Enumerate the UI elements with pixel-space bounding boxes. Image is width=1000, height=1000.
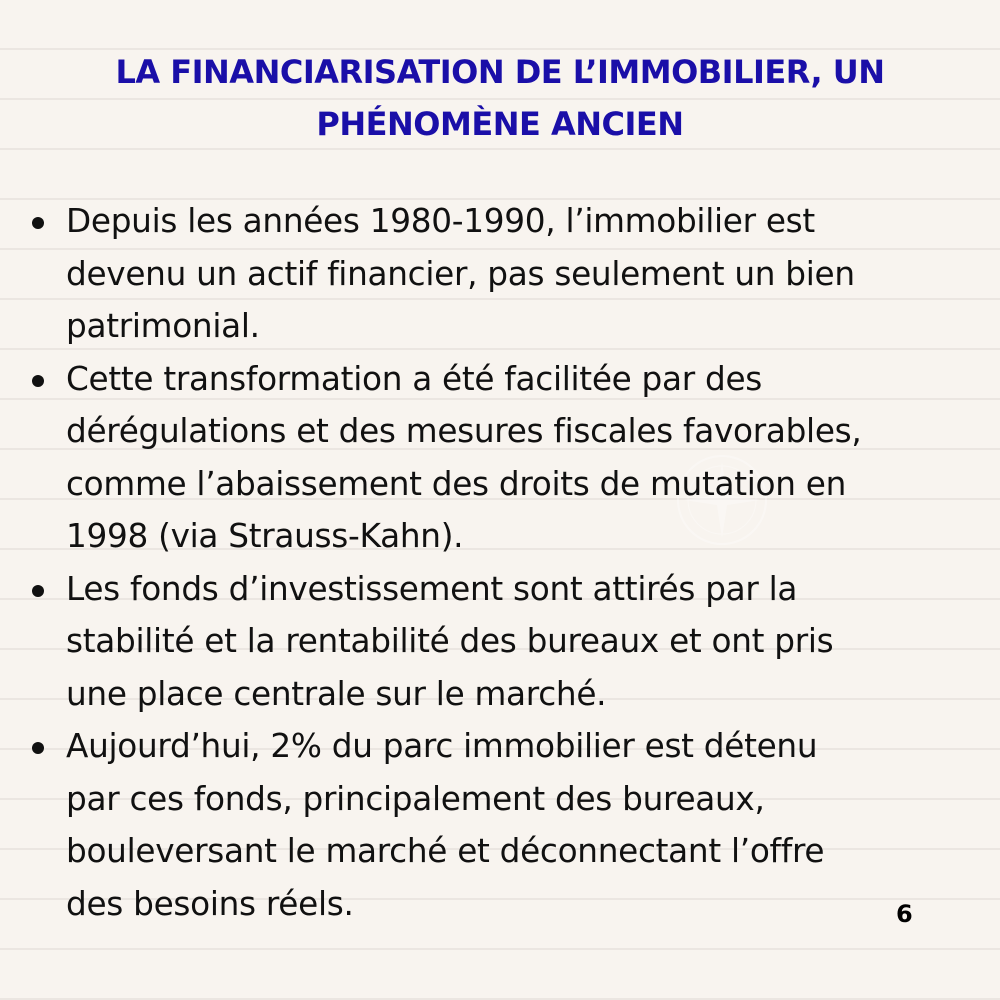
bullet-line: dérégulations et des mesures fiscales favorables, (66, 412, 862, 450)
bullet-list (0, 195, 1000, 930)
bullet-line: des besoins réels. (66, 884, 354, 923)
bullet-line: Cette transformation a été facilitée par des (66, 359, 763, 398)
title-line-1: LA FINANCIARISATION DE L’IMMOBILIER, UN (115, 53, 885, 91)
bullet-item (0, 720, 1000, 930)
bullet-line: devenu un actif financier, pas seulement un bien (66, 254, 855, 293)
bullet-dot (32, 375, 44, 387)
bullet-item (0, 195, 1000, 353)
bullet-line: par ces fonds, principalement des bureaux, (66, 779, 765, 818)
bullet-line: comme l’abaissement des droits de mutation en (66, 464, 846, 503)
bullet-line: Aujourd’hui, 2% du parc immobilier est détenu (66, 727, 818, 765)
bullet-line: stabilité et la rentabilité des bureaux et ont pris (66, 622, 834, 660)
bullet-dot (32, 217, 44, 229)
page-number: 6 (896, 900, 913, 928)
bullet-item (0, 563, 1000, 721)
bullet-dot (32, 585, 44, 597)
bullet-dot (32, 742, 44, 754)
bullet-line: Depuis les années 1980-1990, l’immobilier est (66, 202, 815, 240)
page-title (40, 46, 960, 150)
bullet-item (0, 353, 1000, 563)
bullet-line: patrimonial. (66, 307, 260, 345)
bullet-line: 1998 (via Strauss-Kahn). (66, 517, 464, 555)
bullet-line: une place centrale sur le marché. (66, 674, 607, 713)
bullet-line: bouleversant le marché et déconnectant l’offre (66, 832, 825, 870)
title-line-2: PHÉNOMÈNE ANCIEN (316, 105, 684, 143)
bullet-line: Les fonds d’investissement sont attirés par la (66, 569, 798, 608)
